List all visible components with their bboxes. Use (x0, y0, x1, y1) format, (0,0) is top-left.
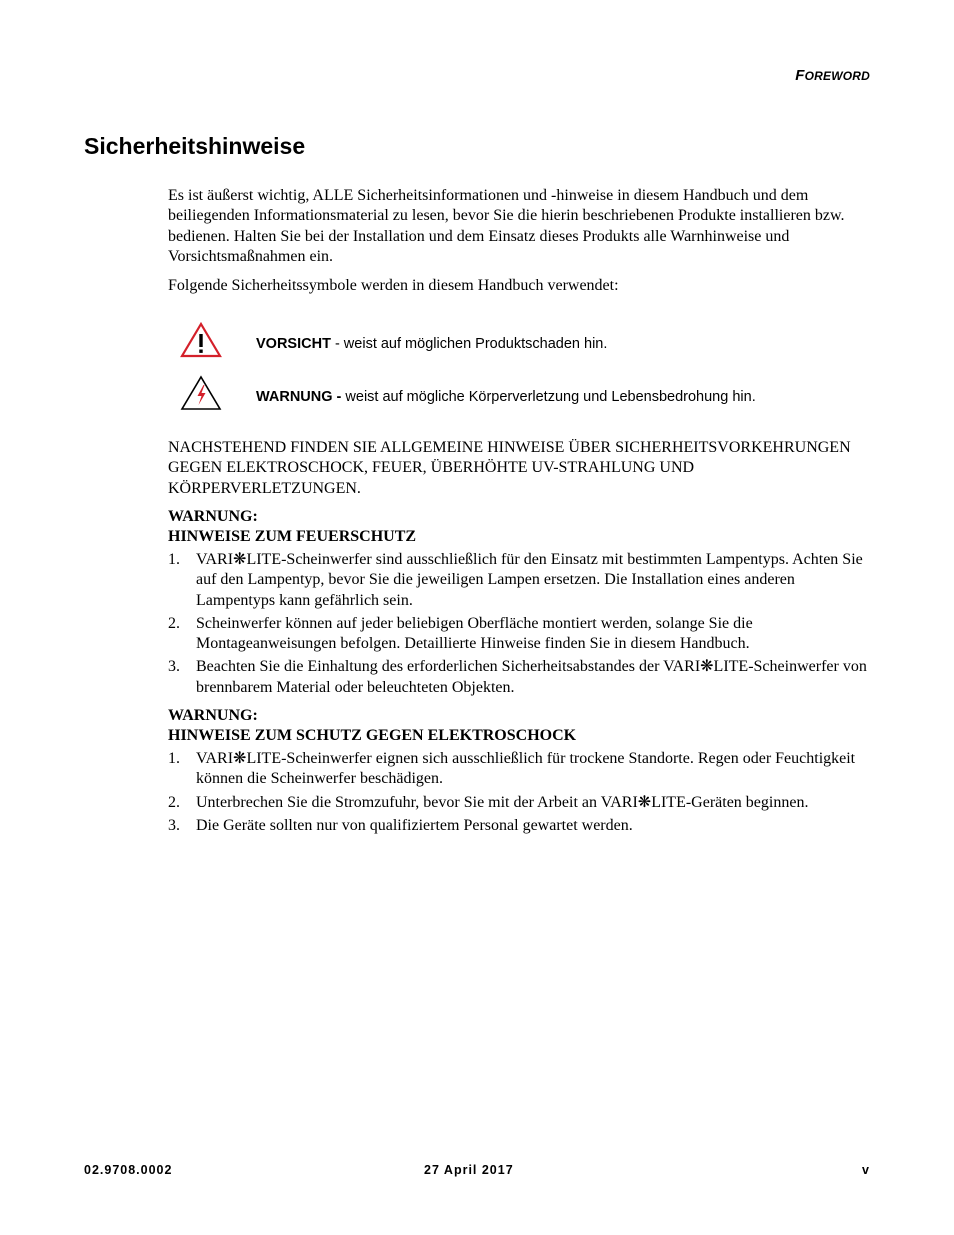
list-number: 3. (168, 658, 180, 676)
electric-hazard-triangle-icon (180, 375, 222, 411)
footer-page-number: v (862, 1163, 870, 1177)
list-text: Scheinwerfer können auf jeder beliebigen Oberfläche montiert werden, solange Sie die Montageanweisungen befolgen. Detaillierte Hinweise finden Sie in diesem Handbuch. (196, 614, 753, 653)
list-number: 2. (168, 614, 180, 632)
symbols-intro: Folgende Sicherheitssymbole werden in diesem Handbuch verwendet: (168, 277, 619, 294)
intro-paragraph: Es ist äußerst wichtig, ALLE Sicherheitsinformationen und -hinweise in diesem Handbuch und dem beiliegenden Informationsmaterial zu lesen, bevor Sie die hierin beschriebenen Produkte installieren bzw. bedienen. Halten Sie bei der Installation und dem Einsatz dieses Produkts alle Warnhinweise und Vorsichtsmaßnahmen ein. (168, 187, 845, 265)
list-text: Die Geräte sollten nur von qualifiziertem Personal gewartet werden. (196, 816, 633, 834)
list-number: 3. (168, 816, 180, 834)
shock-warning-label: WARNUNG: (168, 707, 258, 724)
shock-list (168, 749, 870, 839)
list-number: 1. (168, 551, 180, 568)
general-notice: NACHSTEHEND FINDEN SIE ALLGEMEINE HINWEISE ÜBER SICHERHEITSVORKEHRUNGEN GEGEN ELEKTROSCHOCK, FEUER, ÜBERHÖHTE UV-STRAHLUNG UND KÖRPERVERLETZUNGEN. (168, 439, 851, 497)
list-item (168, 614, 870, 655)
warning-description (256, 389, 756, 405)
list-item (168, 657, 870, 698)
list-text: VARI❋LITE-Scheinwerfer sind ausschließlich für den Einsatz mit bestimmten Lampentyps. Achten Sie auf den Lampentyp, bevor Sie die jeweiligen Lampen ersetzen. Die Installation eines anderen Lampentyps kann gefährlich sein. (196, 551, 863, 609)
fire-heading: HINWEISE ZUM FEUERSCHUTZ (168, 528, 417, 545)
warning-symbol-row (180, 375, 880, 411)
caution-triangle-icon (180, 322, 222, 358)
list-text: Beachten Sie die Einhaltung des erforderlichen Sicherheitsabstandes der VARI❋LITE-Scheinwerfer von brennbarem Material oder beleuchteten Objekten. (196, 658, 867, 696)
list-number: 1. (168, 750, 180, 767)
warning-label: WARNUNG - (256, 389, 346, 405)
list-number: 2. (168, 793, 180, 811)
list-item (168, 550, 870, 611)
caution-symbol-row (180, 322, 880, 358)
running-header-cap: F (795, 67, 805, 84)
shock-heading: HINWEISE ZUM SCHUTZ GEGEN ELEKTROSCHOCK (168, 727, 577, 744)
caution-text: - weist auf möglichen Produktschaden hin. (330, 336, 608, 352)
fire-warning-label: WARNUNG: (168, 508, 258, 525)
list-text: Unterbrechen Sie die Stromzufuhr, bevor Sie mit der Arbeit an VARI❋LITE-Geräten beginnen. (196, 793, 809, 811)
caution-label: VORSICHT (256, 336, 331, 352)
list-item (168, 793, 870, 813)
footer-date: 27 April 2017 (424, 1163, 514, 1177)
fire-list (168, 550, 870, 701)
list-text: VARI❋LITE-Scheinwerfer eignen sich ausschließlich für trockene Standorte. Regen oder Feuchtigkeit können die Scheinwerfer beschädigen. (196, 750, 856, 788)
caution-description (256, 336, 607, 352)
running-header-rest: OREWORD (804, 69, 870, 83)
warning-text: weist auf mögliche Körperverletzung und Lebensbedrohung hin. (345, 389, 756, 405)
running-header (795, 67, 870, 84)
footer-doc-number: 02.9708.0002 (84, 1163, 173, 1177)
list-item (168, 749, 870, 790)
page-title: Sicherheitshinweise (84, 133, 306, 159)
list-item (168, 816, 870, 836)
